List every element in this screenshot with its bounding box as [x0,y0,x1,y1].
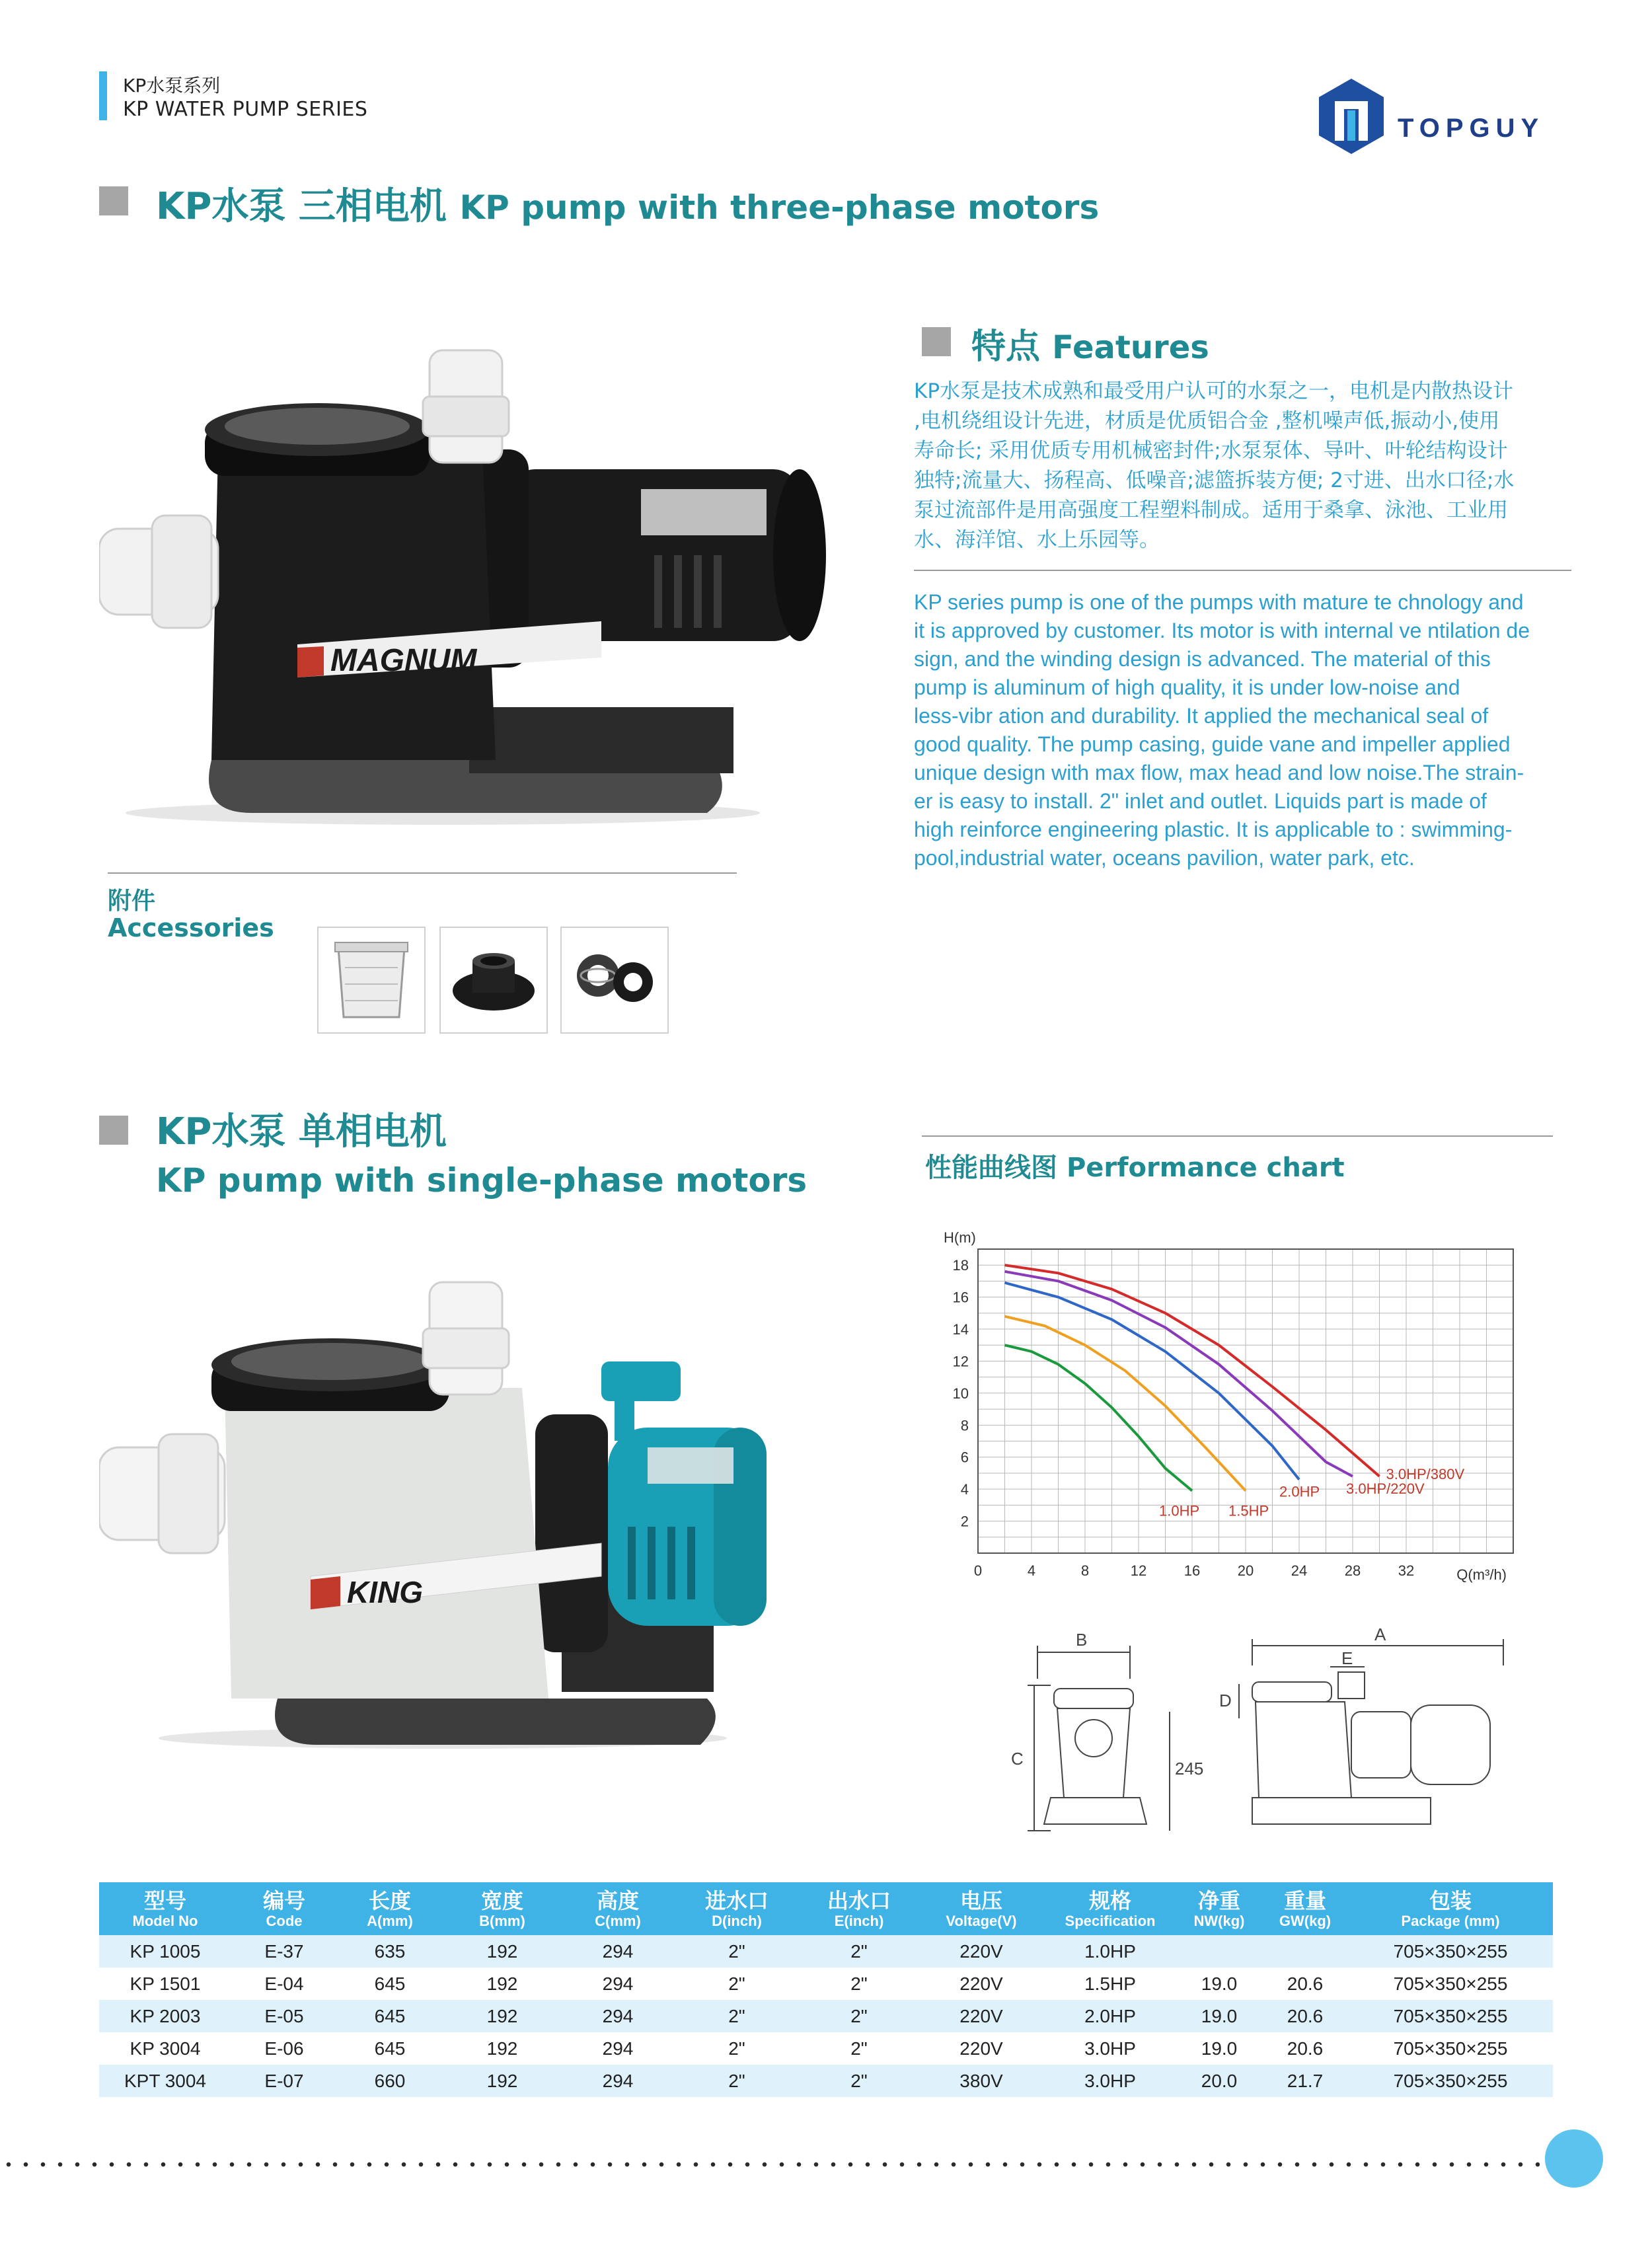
series-line-1-5hp [1005,1317,1246,1491]
svg-text:MAGNUM: MAGNUM [330,643,477,678]
section1-title-cn: KP水泵 三相电机 [156,185,447,228]
table-cell: KPT 3004 [99,2065,231,2097]
section2-square-marker [99,1116,128,1145]
table-cell: 294 [562,2032,674,2065]
svg-text:B: B [1076,1630,1088,1650]
table-row [99,2000,1553,2032]
table-cell: 705×350×255 [1348,1935,1553,1968]
features-square-marker [922,327,951,356]
section1-title [156,177,1099,230]
x-tick-label: 12 [1130,1562,1147,1579]
accessory-strainer-basket [317,927,426,1034]
table-cell: 192 [443,1935,562,1968]
header-length: 长度 A(mm) [337,1882,443,1935]
series-label: 3.0HP/220V [1346,1480,1425,1497]
table-cell: 294 [562,1935,674,1968]
table-cell: 2" [800,2065,919,2097]
accessories-title-en: Accessories [108,913,274,942]
svg-text:D: D [1219,1691,1232,1710]
header-net-weight: 净重 NW(kg) [1176,1882,1262,1935]
table-cell: 3.0HP [1044,2032,1176,2065]
table-cell: 2" [674,2032,800,2065]
table-cell: 645 [337,1968,443,2000]
features-en-line: good quality. The pump casing, guide vane and impeller applied [914,732,1511,756]
features-en-line: high reinforce engineering plastic. It is applicable to : swimming- [914,818,1513,841]
table-cell: 192 [443,1968,562,2000]
x-tick-label: 32 [1398,1562,1415,1579]
table-cell: 380V [919,2065,1044,2097]
header-code: 编号 Code [231,1882,337,1935]
y-tick-label: 8 [960,1417,969,1434]
header-width: 宽度 B(mm) [443,1882,562,1935]
section2-title-en: KP pump with single-phase motors [156,1161,807,1200]
x-tick-label: 24 [1291,1562,1308,1579]
header-package: 包装 Package (mm) [1348,1882,1553,1935]
table-cell: 2" [800,1935,919,1968]
table-cell: 19.0 [1176,1968,1262,2000]
svg-text:C: C [1011,1749,1024,1769]
features-en-line: er is easy to install. 2" inlet and outlet. Liquids part is made of [914,789,1487,813]
features-title [971,319,1209,368]
y-tick-label: 12 [952,1353,969,1370]
x-tick-label: 4 [1027,1562,1036,1579]
table-cell: 220V [919,1968,1044,2000]
table-cell: 19.0 [1176,2000,1262,2032]
table-cell: 2" [674,2065,800,2097]
table-cell: 220V [919,1935,1044,1968]
table-cell: KP 3004 [99,2032,231,2065]
table-cell: E-05 [231,2000,337,2032]
performance-title [925,1147,1345,1184]
features-text-cn [914,377,1614,555]
accessory-mechanical-seal [560,927,669,1034]
features-en-line: pump is aluminum of high quality, it is under low-noise and [914,675,1460,699]
svg-text:KING: KING [347,1575,423,1609]
y-tick-label: 10 [952,1385,969,1402]
x-tick-label: 28 [1344,1562,1361,1579]
table-cell: E-07 [231,2065,337,2097]
performance-title-en: Performance chart [1066,1153,1345,1183]
dimension-drawing-front [998,1626,1222,1851]
table-cell: 20.0 [1176,2065,1262,2097]
x-tick-label: 0 [973,1562,983,1579]
header-height: 高度 C(mm) [562,1882,674,1935]
series-line-1-0hp [1005,1345,1193,1490]
x-tick-label: 16 [1183,1562,1201,1579]
y-tick-label: 4 [960,1481,969,1498]
performance-title-cn: 性能曲线图 [925,1153,1057,1183]
features-cn-line: KP水泵是技术成熟和最受用户认可的水泵之一，电机是内散热设计 [914,379,1514,403]
section-square-marker [99,186,128,215]
y-tick-label: 14 [952,1321,969,1338]
x-tick-label: 20 [1237,1562,1254,1579]
table-cell: 294 [562,1968,674,2000]
series-line-2-0hp [1005,1283,1300,1480]
topguy-logo-icon [1315,76,1388,155]
svg-text:A: A [1374,1626,1386,1644]
table-cell: 19.0 [1176,2032,1262,2065]
accessories-divider [108,872,737,874]
table-cell: 20.6 [1262,2000,1348,2032]
y-tick-label: 2 [960,1513,969,1530]
features-en-line: pool,industrial water, oceans pavilion, water park, etc. [914,846,1415,870]
table-cell [1176,1935,1262,1968]
table-row [99,1935,1553,1968]
table-cell: 220V [919,2032,1044,2065]
accessory-union-connector [439,927,548,1034]
table-cell: 2" [800,2000,919,2032]
table-cell: 645 [337,2032,443,2065]
x-tick-label: 8 [1080,1562,1090,1579]
series-label: 1.0HP [1159,1502,1200,1519]
features-en-line: less-vibr ation and durability. It applied the mechanical seal of [914,704,1489,728]
spec-table-header-row [99,1882,1553,1935]
series-label: 1.5HP [1228,1502,1269,1519]
table-cell: 192 [443,2065,562,2097]
features-cn-line: 泵过流部件是用高强度工程塑料制成。适用于桑拿、泳池、工业用 [914,498,1508,522]
page-marker-circle [1545,2129,1603,2188]
single-phase-pump-image [99,1243,767,1751]
features-cn-line: 寿命长; 采用优质专用机械密封件;水泵泵体、导叶、叶轮结构设计 [914,439,1508,463]
svg-text:245: 245 [1175,1759,1204,1779]
series-label: 2.0HP [1279,1483,1320,1500]
x-axis-label: Q(m³/h) [1456,1566,1507,1583]
dimension-drawing-side [1213,1626,1510,1851]
strainer-basket-icon [319,928,424,1032]
series-title-en: KP WATER PUMP SERIES [123,98,368,121]
features-en-line: it is approved by customer. Its motor is with internal ve ntilation de [914,619,1530,642]
header-inlet: 进水口 D(inch) [674,1882,800,1935]
table-cell: 21.7 [1262,2065,1348,2097]
series-label: 3.0HP/380V [1386,1465,1465,1482]
table-cell: E-37 [231,1935,337,1968]
svg-text:E: E [1341,1648,1353,1668]
y-tick-label: 16 [952,1289,969,1306]
series-line-3-0hp-220v [1005,1272,1353,1476]
table-cell: 1.0HP [1044,1935,1176,1968]
table-cell: 2" [800,2032,919,2065]
features-en-line: KP series pump is one of the pumps with mature te chnology and [914,590,1524,614]
mechanical-seal-icon [562,928,667,1032]
y-tick-label: 18 [952,1257,969,1274]
features-cn-line: 水、海洋馆、水上乐园等。 [914,528,1160,552]
table-cell: 2" [800,1968,919,2000]
y-axis-label: H(m) [944,1229,976,1246]
features-title-cn: 特点 [971,327,1041,367]
table-cell: KP 1501 [99,1968,231,2000]
table-cell: 705×350×255 [1348,1968,1553,2000]
features-en-line: unique design with max flow, max head and low noise.The strain- [914,761,1524,784]
table-cell: 645 [337,2000,443,2032]
spec-table [99,1882,1553,2097]
section1-title-en: KP pump with three-phase motors [459,188,1100,227]
table-cell: 705×350×255 [1348,2032,1553,2065]
table-cell: 660 [337,2065,443,2097]
header-model: 型号 Model No [99,1882,231,1935]
series-title-cn: KP水泵系列 [123,75,221,96]
header-specification: 规格 Specification [1044,1882,1176,1935]
header-voltage: 电压 Voltage(V) [919,1882,1044,1935]
header-outlet: 出水口 E(inch) [800,1882,919,1935]
table-cell [1262,1935,1348,1968]
features-divider [914,570,1571,571]
three-phase-pump-image [99,337,879,826]
accessories-title-cn: 附件 [108,888,156,915]
table-cell: 294 [562,2065,674,2097]
table-cell: 192 [443,2032,562,2065]
table-cell: 1.5HP [1044,1968,1176,2000]
table-row [99,2032,1553,2065]
features-cn-line: ,电机绕组设计先进，材质是优质铝合金 ,整机噪声低,振动小,使用 [914,409,1500,433]
table-cell: 2" [674,1935,800,1968]
table-cell: E-06 [231,2032,337,2065]
footer-dotted-line [0,2161,1540,2168]
table-cell: 635 [337,1935,443,1968]
table-cell: 220V [919,2000,1044,2032]
table-cell: 705×350×255 [1348,2065,1553,2097]
table-cell: E-04 [231,1968,337,2000]
table-cell: KP 2003 [99,2000,231,2032]
section2-title-cn: KP水泵 单相电机 [156,1110,447,1153]
table-cell: 192 [443,2000,562,2032]
union-connector-icon [441,928,546,1032]
series-accent-bar [99,71,107,120]
y-tick-label: 6 [960,1449,969,1466]
features-text-en [914,588,1614,872]
table-cell: 3.0HP [1044,2065,1176,2097]
table-row [99,2065,1553,2097]
performance-chart [925,1223,1546,1619]
performance-divider [922,1135,1553,1137]
table-cell: 2" [674,1968,800,2000]
table-cell: KP 1005 [99,1935,231,1968]
header-gross-weight: 重量 GW(kg) [1262,1882,1348,1935]
features-cn-line: 独特;流量大、扬程高、低噪音;滤篮拆装方便; 2寸进、出水口径;水 [914,469,1515,492]
table-cell: 20.6 [1262,2032,1348,2065]
features-title-en: Features [1052,329,1209,366]
table-cell: 20.6 [1262,1968,1348,2000]
section2-title-en-wrap [156,1158,807,1201]
table-cell: 2.0HP [1044,2000,1176,2032]
table-cell: 294 [562,2000,674,2032]
table-cell: 2" [674,2000,800,2032]
table-row [99,1968,1553,2000]
table-cell: 705×350×255 [1348,2000,1553,2032]
features-en-line: sign, and the winding design is advanced. The material of this [914,647,1491,671]
topguy-logo-text: TOPGUY [1398,114,1545,143]
